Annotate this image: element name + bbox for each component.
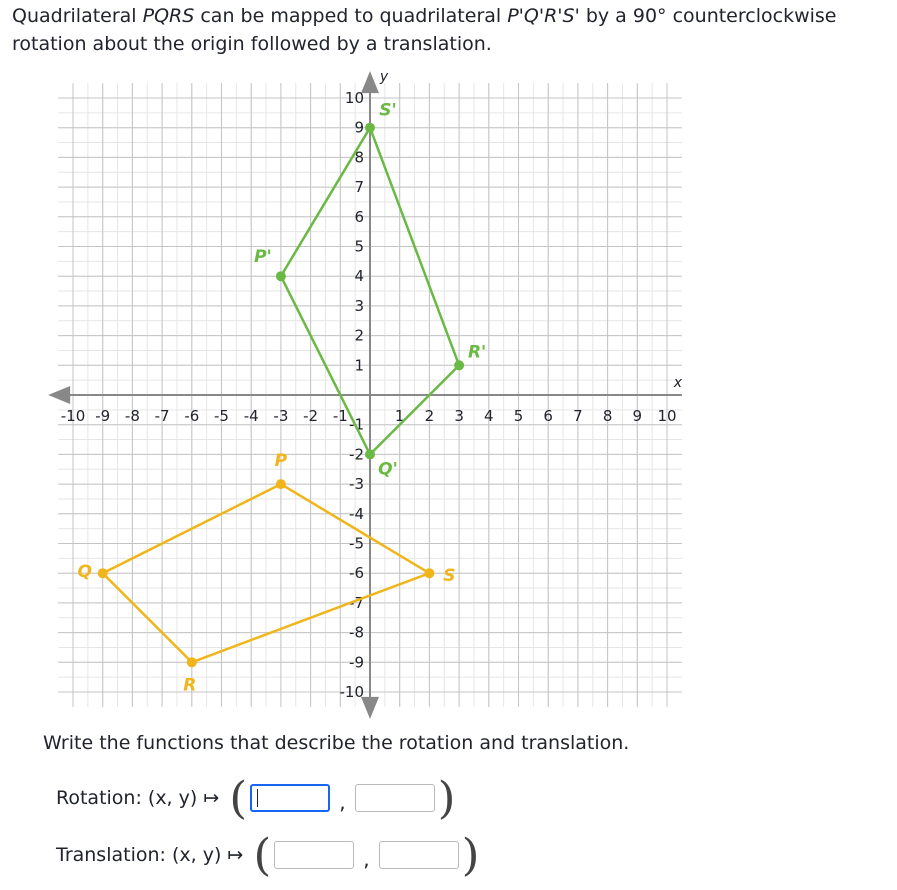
vertex-point-q-prime [365, 449, 375, 459]
y-tick-label: -5 [349, 534, 364, 553]
y-tick-label: 6 [354, 207, 364, 226]
x-tick-label: 6 [543, 407, 553, 425]
x-tick-label: -10 [60, 407, 86, 425]
translation-open-paren: ( [253, 829, 272, 881]
y-tick-label: -10 [339, 683, 364, 701]
rotation-label: Rotation: (x, y) ↦ [56, 787, 220, 809]
y-tick-label: -1 [349, 415, 364, 434]
x-tick-label: 7 [573, 407, 583, 425]
translation-close-paren: ) [461, 829, 480, 881]
x-tick-label: -5 [214, 407, 229, 425]
y-tick-label: -9 [349, 653, 364, 672]
problem-statement [12, 2, 892, 58]
y-tick-label: 8 [354, 148, 364, 167]
translation-comma: , [363, 847, 370, 871]
x-tick-label: 2 [424, 407, 435, 425]
coordinate-plane [0, 69, 720, 718]
y-tick-label: 5 [354, 237, 364, 256]
vertex-point-r [187, 657, 197, 667]
vertex-label-r: R [183, 675, 197, 696]
y-tick-label: 4 [354, 267, 364, 286]
translation-y-input[interactable] [379, 841, 459, 869]
rotation-x-input[interactable] [250, 784, 330, 812]
y-tick-label: -4 [349, 504, 364, 523]
x-tick-label: 4 [484, 407, 494, 425]
vertex-label-s-prime: S' [379, 100, 397, 121]
x-tick-label: 10 [657, 407, 677, 425]
vertex-point-q [98, 568, 108, 578]
y-axis-label: y [379, 69, 389, 86]
x-tick-label: -6 [184, 407, 200, 425]
rotation-open-paren: ( [229, 772, 248, 824]
problem-pqrs: PQRS [142, 5, 195, 27]
translation-x-input[interactable] [274, 841, 354, 869]
y-tick-label: -2 [349, 445, 364, 464]
x-axis-arrow-left [48, 386, 70, 404]
x-tick-label: -1 [332, 407, 348, 425]
vertex-label-q-prime: Q' [378, 459, 398, 480]
x-axis-label: x [673, 375, 682, 391]
translation-label: Translation: (x, y) ↦ [56, 844, 244, 866]
vertex-label-r-prime: R' [467, 342, 487, 363]
y-tick-label: 9 [354, 118, 364, 137]
y-tick-label: -7 [349, 593, 364, 612]
rotation-y-input[interactable] [355, 784, 435, 812]
vertex-point-r-prime [454, 360, 464, 370]
problem-text-1: Quadrilateral [12, 5, 143, 27]
problem-text-3: by a 90° counterclockwise rotation about the origin followed by a translation. [12, 5, 837, 55]
x-tick-label: 9 [632, 407, 643, 425]
rotation-comma: , [339, 790, 346, 814]
x-tick-label: 8 [602, 407, 613, 425]
vertex-point-s [424, 568, 434, 578]
x-tick-label: 5 [513, 407, 524, 425]
x-tick-label: -8 [124, 407, 140, 425]
vertex-label-p: P [274, 451, 288, 472]
y-tick-label: -6 [349, 564, 364, 583]
vertex-point-p [276, 479, 286, 489]
x-tick-label: -3 [273, 407, 289, 425]
x-tick-label: 3 [454, 407, 464, 425]
vertex-point-p-prime [276, 271, 286, 281]
problem-image-name: P'Q'R'S' [507, 5, 580, 27]
y-tick-label: 2 [354, 326, 364, 345]
y-tick-label: -8 [349, 623, 364, 642]
x-tick-label: -2 [303, 407, 319, 425]
vertex-label-q: Q [77, 562, 92, 583]
y-tick-label: 10 [344, 89, 364, 107]
y-tick-label: 1 [354, 356, 364, 375]
x-tick-label: 1 [394, 407, 405, 425]
rotation-close-paren: ) [437, 772, 456, 824]
vertex-label-p-prime: P' [254, 247, 272, 268]
x-tick-label: -4 [243, 407, 259, 425]
problem-text-2: can be mapped to quadrilateral [194, 5, 508, 27]
question-prompt: Write the functions that describe the rotation and translation. [43, 732, 630, 754]
vertex-label-s: S [443, 566, 456, 587]
translation-row [56, 829, 480, 881]
x-tick-label: -9 [95, 407, 111, 425]
y-tick-label: 7 [354, 178, 364, 197]
x-tick-label: -7 [154, 407, 170, 425]
y-tick-label: -3 [349, 475, 364, 494]
y-tick-label: 3 [354, 296, 364, 315]
vertex-point-s-prime [365, 123, 375, 133]
rotation-row [56, 772, 456, 824]
